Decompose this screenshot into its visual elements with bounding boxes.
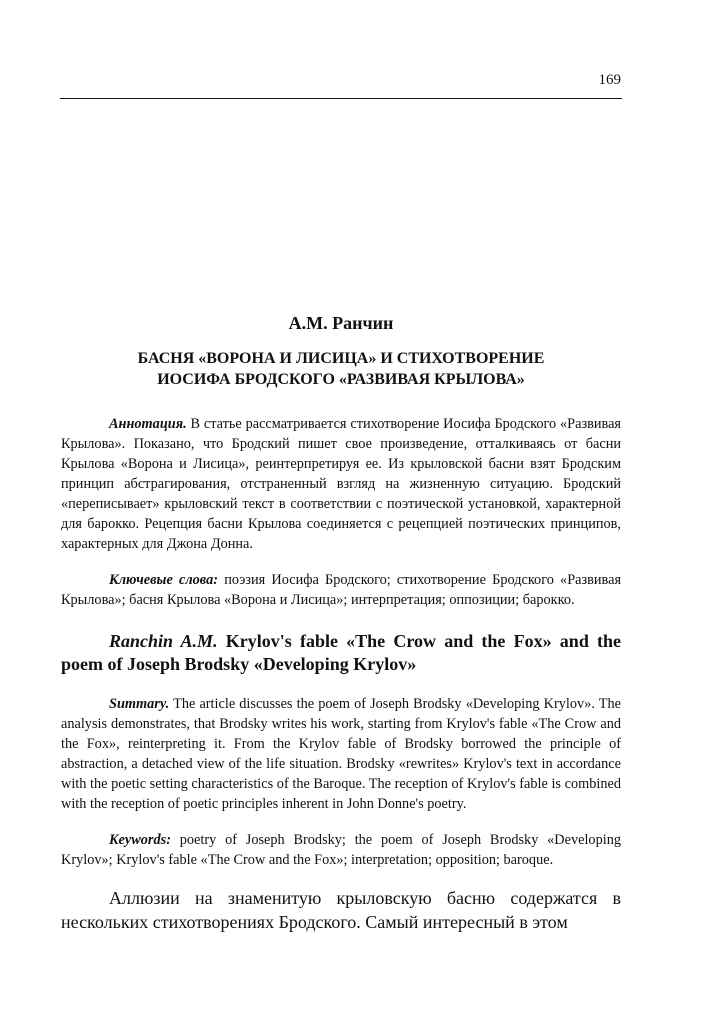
summary-label: Summary.	[109, 696, 170, 712]
article-title-en	[61, 630, 621, 676]
title-ru-line-2: ИОСИФА БРОДСКОГО «РАЗВИВАЯ КРЫЛОВА»	[157, 371, 525, 388]
title-ru-line-1: БАСНЯ «ВОРОНА И ЛИСИЦА» И СТИХОТВОРЕНИЕ	[137, 350, 545, 367]
keywords-ru-label: Ключевые слова:	[109, 572, 219, 588]
summary-paragraph	[61, 694, 621, 814]
keywords-en-paragraph	[61, 830, 621, 870]
en-author-name: Ranchin A.M.	[109, 631, 218, 651]
article-body	[61, 312, 621, 934]
page-number: 169	[598, 72, 621, 88]
article-title-ru	[61, 348, 621, 390]
summary-text: The article discusses the poem of Joseph Brodsky «Developing Krylov». The analysis demonstrates, that Brodsky writes his work, starting from Krylov's fable «The Crow and the Fox», reinterpreting it. From the Krylov fable of Brodsky borrowed the principle of abstraction, a detached view of the life situation. Brodsky «rewrites» Krylov's text in accordance with the poetic setting characteristics of the Baroque. The reception of Krylov's fable is combined with the reception of poetic principles inherent in John Donne's poetry.	[61, 696, 621, 812]
keywords-en-text: poetry of Joseph Brodsky; the poem of Joseph Brodsky «Developing Krylov»; Krylov's fable «The Crow and the Fox»; interpretation; opposition; baroque.	[61, 832, 621, 868]
annotation-text: В статье рассматривается стихотворение Иосифа Бродского «Развивая Крылова». Показано, что Бродский пишет свое произведение, отталкиваясь от басни Крылова «Ворона и Лисица», реинтерпретируя ее. Из крыловской басни взят Бродским принцип абстрагирования, отстраненный взгляд на жизненную ситуацию. Бродский «переписывает» крыловский текст в соответствии с поэтической установкой, характерной для барокко. Рецепция басни Крылова соединяется с рецепцией поэтических принципов, характерных для Джона Донна.	[61, 416, 622, 552]
keywords-ru-text: поэзия Иосифа Бродского; стихотворение Бродского «Развивая Крылова»; басня Крылова «Ворона и Лисица»; интерпретация; оппозиции; барокко.	[61, 572, 622, 608]
body-paragraph: Аллюзии на знаменитую крыловскую басню содержатся в нескольких стихотворениях Бродского. Самый интересный в этом	[61, 888, 621, 932]
annotation-label: Аннотация.	[109, 416, 187, 432]
en-title-text: Krylov's fable «The Crow and the Fox» and the poem of Joseph Brodsky «Developing Krylov»	[61, 631, 622, 674]
author-name: А.М. Ранчин	[288, 313, 394, 333]
annotation-paragraph	[61, 414, 621, 554]
keywords-ru-paragraph	[61, 570, 621, 610]
header-rule	[60, 98, 622, 99]
keywords-en-label: Keywords:	[109, 832, 171, 848]
